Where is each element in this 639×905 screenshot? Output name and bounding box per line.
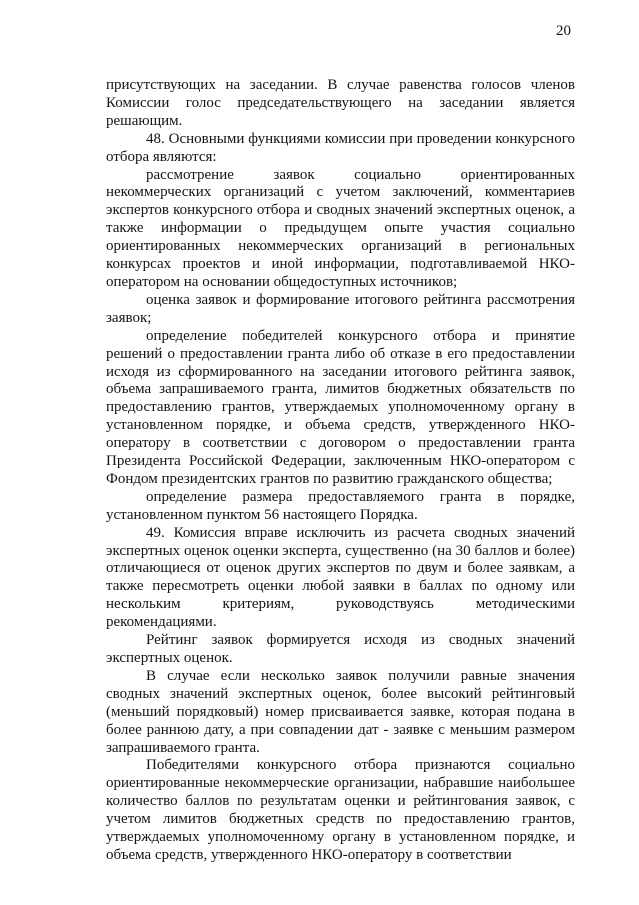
page-number: 20 [556, 23, 571, 39]
paragraph: рассмотрение заявок социально ориентированных некоммерческих организаций с учетом заключений, комментариев экспертов конкурсного отбора и сводных значений экспертных оценок, а также информации о предыдущем опыте участия социально ориентированных некоммерческих организаций в региональных конкурсах проектов и иной информации, подготавливаемой НКО-оператором на основании общедоступных источников; [106, 166, 575, 290]
paragraph: В случае если несколько заявок получили равные значения сводных значений экспертных оценок, более высокий рейтинговый (меньший порядковый) номер присваивается заявке, которая подана в более раннюю дату, а при совпадении дат - заявке с меньшим размером запрашиваемого гранта. [106, 667, 575, 756]
paragraph: присутствующих на заседании. В случае равенства голосов членов Комиссии голос председательствующего на заседании является решающим. [106, 77, 575, 129]
paragraph: 49. Комиссия вправе исключить из расчета сводных значений экспертных оценок оценки эксперта, существенно (на 30 баллов и более) отличающиеся от оценок других экспертов по двум и более заявкам, а также пересмотреть оценки любой заявки в баллах по одному или нескольким критериям, руководствуясь методическими рекомендациями. [106, 524, 575, 631]
document-body [106, 77, 575, 865]
paragraph: оценка заявок и формирование итогового рейтинга рассмотрения заявок; [106, 291, 575, 326]
paragraph: Победителями конкурсного отбора признаются социально ориентированные некоммерческие организации, набравшие наибольшее количество баллов по результатам оценки и рейтингования заявок, с учетом лимитов бюджетных средств по предоставлению грантов, утверждаемых уполномоченному органу в установленном порядке, и объема средств, утвержденного НКО-оператору в соответствии [106, 757, 575, 863]
paragraph: Рейтинг заявок формируется исходя из сводных значений экспертных оценок. [106, 632, 575, 666]
paragraph: определение размера предоставляемого гранта в порядке, установленном пунктом 56 настоящего Порядка. [106, 488, 575, 523]
paragraph: 48. Основными функциями комиссии при проведении конкурсного отбора являются: [106, 130, 575, 165]
paragraph: определение победителей конкурсного отбора и принятие решений о предоставлении гранта либо об отказе в его предоставлении исходя из сформированного на заседании итогового рейтинга заявок, объема запрашиваемого гранта, лимитов бюджетных обязательств по предоставлению грантов, утверждаемых уполномоченному органу в установленном порядке, и объема средств, утвержденного НКО-оператору в соответствии с договором о предоставлении гранта Президента Российской Федерации, заключенным НКО-оператором с Фондом президентских грантов по развитию гражданского общества; [106, 327, 575, 487]
